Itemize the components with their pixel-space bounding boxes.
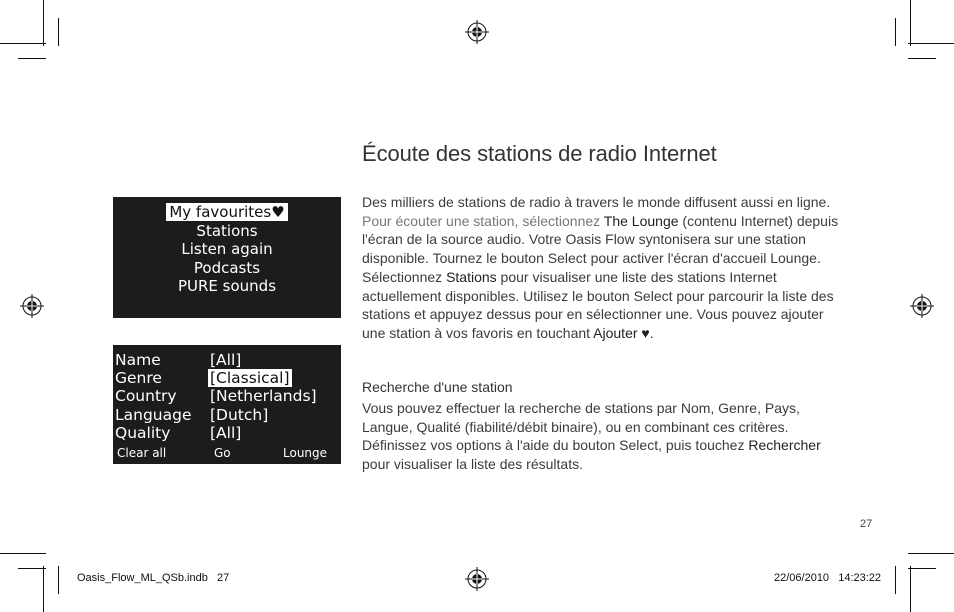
crop-mark	[908, 43, 954, 44]
crop-mark	[908, 568, 936, 569]
softkey-go: Go	[214, 446, 231, 460]
softkey-clear-all: Clear all	[117, 446, 167, 460]
crop-mark	[58, 18, 59, 46]
crop-mark	[0, 43, 46, 44]
crop-mark	[908, 58, 936, 59]
search-row-quality: Quality [All]	[115, 424, 242, 442]
registration-mark-icon	[910, 294, 934, 318]
device-screen-menu	[113, 197, 341, 318]
crop-mark	[908, 553, 954, 554]
footer-filename: Oasis_Flow_ML_QSb.indb 27	[77, 572, 230, 584]
menu-item-stations: Stations	[196, 221, 258, 240]
crop-mark	[910, 0, 911, 46]
softkey-lounge: Lounge	[283, 446, 328, 460]
search-paragraph: Vous pouvez effectuer la recherche de stations par Nom, Genre, Pays, Langue, Qualité (fiabilité/débit binaire), ou en combinant ces critères. Définissez vos options à l'aide du bouton Select, puis touchez Rechercher pour visualiser la liste des résultats.	[362, 400, 821, 473]
device-screen-search	[113, 345, 341, 464]
crop-mark	[0, 553, 46, 554]
search-row-language: Language [Dutch]	[115, 406, 269, 424]
menu-item-listen-again: Listen again	[181, 240, 273, 259]
crop-mark	[895, 18, 896, 46]
footer-timestamp: 22/06/2010 14:23:22	[774, 572, 882, 584]
crop-mark	[910, 566, 911, 612]
search-row-genre: Genre [Classical]	[115, 369, 290, 387]
crop-mark	[895, 566, 896, 594]
registration-mark-icon	[465, 567, 489, 591]
intro-paragraph: Des milliers de stations de radio à travers le monde diffusent aussi en ligne. Pour écouter une station, sélectionnez The Lounge (contenu Internet) depuis l'écran de la source audio. Votre Oasis Flow syntonisera sur une station disponible. Tournez le bouton Select pour activer l'écran d'accueil Lounge. Sélectionnez Stations pour visualiser une liste des stations Internet actuellement disponibles. Utilisez le bouton Select pour parcourir la liste des stations et appuyez dessus pour en sélectionner une. Vous pouvez ajouter une station à vos favoris en touchant Ajouter ♥.	[362, 194, 839, 341]
page-title: Écoute des stations de radio Internet	[362, 141, 717, 166]
page-number: 27	[860, 518, 873, 530]
search-row-name: Name [All]	[115, 351, 242, 369]
search-row-country: Country [Netherlands]	[115, 387, 317, 405]
crop-mark	[43, 0, 44, 46]
menu-item-favourites: My favourites♥	[113, 203, 341, 222]
crop-mark	[43, 566, 44, 612]
section-heading: Recherche d'une station	[362, 379, 513, 395]
registration-mark-icon	[465, 20, 489, 44]
menu-list	[113, 197, 341, 296]
menu-item-podcasts: Podcasts	[193, 258, 261, 277]
crop-mark	[18, 568, 46, 569]
crop-mark	[58, 566, 59, 594]
crop-mark	[18, 58, 46, 59]
registration-mark-icon	[20, 294, 44, 318]
menu-item-pure-sounds: PURE sounds	[177, 277, 277, 296]
